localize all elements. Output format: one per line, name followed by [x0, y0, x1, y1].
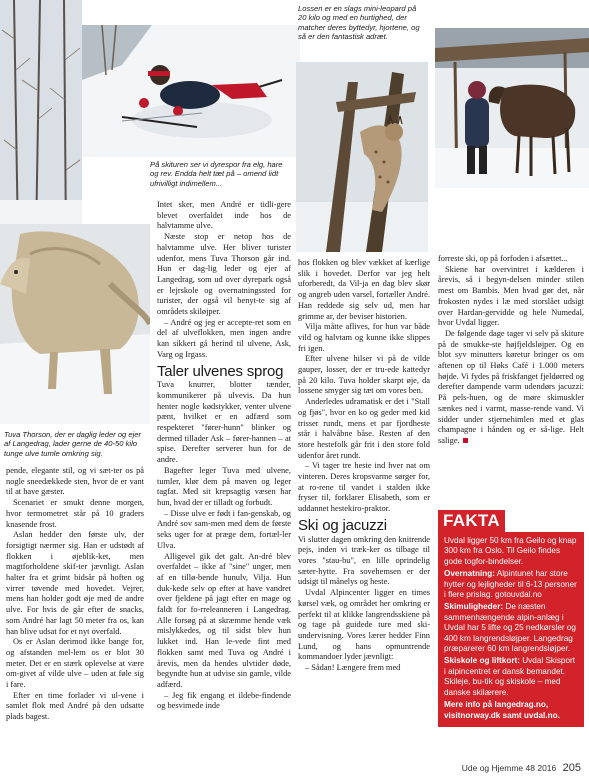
col2-paragraph: Alligevel gik det galt. An-dré blev overfaldet – ikke af "sine" unger, men af en tillø-bende hunulv, Vilja. Hun duk-kede selv op efter at have vandret over fjeldene på jagt efter en mage og faldt for fo-rreleanneren i Langedrag. Alle forsøg på at skræmme hende væk mislykkedes, og til sidst blev hun lukket ind. Han le-vede fint med flokken samt med Tuva og André i årevis, men da hendes ulvtider døde, begyndte hun at udvise sin gamle, vilde adfærd.	[157, 551, 291, 689]
column-3	[298, 258, 430, 674]
skier-caption: På skituren ser vi dyrespor fra elg, hare og rev. Endda helt tæt på – omend lidt ufrivilligt indimellem...	[150, 160, 283, 188]
col3-paragraph: hos flokken og blev vækket af kærlige slik i hovedet. Derfor var jeg helt uforberedt, da Vil-ja en dag blev skør og angreb uden varsel, fortæller André. Han reddede sig selv ud, men har grimme ar, der beviser historien.	[298, 258, 430, 321]
skier-photo	[82, 25, 300, 157]
fakta-item-label: Skimuligheder:	[444, 602, 504, 612]
col1-paragraph: Efter en time forlader vi ul-vene i samlet flok med André på den udsatte plads bagest.	[6, 690, 144, 722]
col2-paragraph: – Disse ulve er født i fan-genskab, og André sov sam-men med dem de første seks uger for at præge dem, fortæl-ler Ulva.	[157, 508, 291, 550]
column-2	[157, 200, 291, 712]
column-4	[438, 254, 584, 447]
col2-paragraph: Tuva knurrer, blotter tænder, kommunikerer på ulvevis. Da hun henter nogle kødstykker, venter ulvene pænt, hvilket er en adfærd som respekteret "fører-hunn" blinker og dermed tillader Ask – fører-hannen – at spise. Derefter serverer hun for de andre.	[157, 380, 291, 465]
fakta-more-text: Mere info på langedrag.no, visitnorway.dk samt uvdal.no.	[444, 700, 560, 720]
fakta-more-info	[444, 700, 578, 721]
col4-paragraph: forreste ski, op på forfoden i afsættet...	[438, 254, 568, 263]
col2-paragraph: Bagefter leger Tuva med ulvene, tumler, klør dem på maven og leger tagfat. Med sit krepsagtig væsen har hun, hvad der er tilladt og forbudt.	[157, 465, 291, 507]
col3-paragraph: Vi slutter dagen omkring den knitrende pejs, inden vi træk-ker os tilbage til vores "stau-bu", en lille oprindelig sæter-hytte. Fra sovehemsen er der udsigt til månelys og heste.	[298, 534, 430, 587]
fakta-section	[438, 510, 584, 727]
col2-paragraph: Næste stop er netop hos de halvtamme ulve. Her bliver turister udenfor, mens Tuva Thorson går ind. Hun er dag-lig leder og ejer af Langedrag, som ud over dyrepark også er lejrskole og overnatningssted for turister, der også vil benyt-te sig af områdets skiløjper.	[157, 232, 291, 317]
fakta-item-label: Skiskole og liftkort:	[444, 656, 520, 666]
forest-photo	[0, 0, 82, 240]
col1-paragraph: pende, elegante stil, og vi sæt-ter os på nogle sneedækkede sten, hvor de er vant til at have gæster.	[6, 466, 144, 497]
column-1	[6, 466, 144, 723]
subheading-ski-og-jacuzzi: Ski og jacuzzi	[298, 516, 387, 534]
magazine-issue: Ude og Hjemme 48 2016	[461, 763, 557, 773]
fakta-item	[444, 602, 578, 654]
subheading-ulvenes-sprog: Taler ulvenes sprog	[157, 362, 284, 380]
moose-photo	[435, 28, 589, 188]
col3-paragraph: Uvdal Alpincenter ligger en times kørsel væk, og området her omkring er perfekt til at klikke langrendsskiene på og tage på guidede ture med ski-undervisning. Vores lærer hedder Finn Lund, og hans opmuntrende kommandoer lyder jævnligt:	[298, 588, 430, 662]
col1-paragraph: Aslan hedder den første ulv, der forsigtigt nærmer sig. Han er udstødt af flokken i øjeblik-ket, men magtforholdene skif-ter jævnligt. Aslan halter fra et grimt bidsår på hoften og virrer tøvende med hovedet. Vejrer, mens han holder godt øje med de andre ulve. For hvis de går efter de snacks, som André har lagt 50 meter fra os, kan han blive udsat for et nyt overfald.	[6, 530, 144, 636]
fakta-item-text: De næsten sammenhængende alpin-anlæg i Uvdal har 5 lifte og 25 nedkørsler og 400 km langrendsløjper. Langedrag præparerer 60 km langrendsløjper.	[444, 602, 576, 654]
lynx-photo	[296, 62, 428, 252]
col3-paragraph: Vilja måtte aflives, for hun var både vild og halvtam og kunne ikke slippes fri igen.	[298, 322, 430, 353]
col1-paragraph: Scenariet er smukt denne morgen, hvor termometret står på 10 graders knasende frost.	[6, 498, 144, 529]
fakta-item-label: Overnatning:	[444, 569, 495, 579]
wolf-photo	[0, 224, 150, 424]
col3-paragraph: – Vi tager tre heste ind hver nat om vinteren. Deres kropsvarme sørger for, at ro-rene til vandet i stalden ikke fryser til, forklarer Elisabeth, som er uddannet hestekiro-praktor.	[298, 461, 430, 514]
col2-paragraph: – André og jeg er accepte-ret som en del af ulveflokken, men ingen andre kan sikkert gå herind til ulvene, Ask, Varg og Irgass.	[157, 317, 291, 359]
fakta-item-text: Uvdal Skisport i alpincentret er dansk bemandet. Skileje, bu-tik og skiskole – med danske skilærere.	[444, 656, 576, 697]
wolf-caption: Tuva Thorson, der er daglig leder og ejer af Langedrag, lader gerne de 40-50 kilo tunge ulve tumle omkring sig.	[4, 430, 142, 458]
col4-paragraph: Skiene har overvintret i kælderen i årevis, så i begyn-delsen minder stilen mest om Bambis. Men hvad gør det, når frokosten nydes i læ med storslået udsigt over Hardan-gervidde og hele Numedal, hvor Uvdal ligger.	[438, 264, 584, 328]
page-footer	[462, 762, 581, 774]
fakta-box	[438, 532, 584, 727]
lynx-caption: Lossen er en slags mini-leopard på 20 kilo og med en hurtighed, der matcher deres byttedyr, hjortene, og så er den fantastisk adræt.	[298, 4, 420, 42]
col1-paragraph: Os er Aslan derimod ikke bange for, og afstanden mel-lem os er blot 30 meter. Det er en stærk oplevelse at være om-givet af vilde ulve – uden at føle sig i fare.	[6, 637, 144, 690]
col2-paragraph: – Jeg fik engang et ildebe-findende og besvimede inde	[157, 690, 291, 711]
end-mark-icon	[463, 438, 468, 443]
col3-paragraph: Anderledes udramatisk er det i "Stall og fjøs", hvor en ko og geder med kid trisser rundt, mens et par fjordheste står i halvåbne båse. Resten af den store hestefolk går frit i den store fold udenfor året rundt.	[298, 397, 430, 460]
fakta-item	[444, 569, 578, 600]
col3-paragraph: – Sådan! Længere frem med	[305, 663, 401, 673]
page-number: 205	[562, 762, 581, 774]
fakta-item	[444, 656, 578, 698]
col4-paragraph: De følgende dage tager vi selv på skiture på de smukke-ste højfjeldsløjper. Og en blot syv minutters køretur bringer os om aftenen op til Høks Café i 1.000 meters højde. Vi fydes på friskfanget fjeldørred og derefter dampende varm udendørs jacuzzi: På pels-huen, og de møre skimuskler sænkes ned i varmt, masse-rende vand. Vi sidder under stjernehimlen med et glas champagne i hånden og er så-lige. Helt salige.	[438, 328, 584, 445]
fakta-intro: Uvdal ligger 50 km fra Geilo og knap 300 km fra Oslo. Til Geilo findes gode togfor-bindelser.	[444, 536, 577, 566]
col2-paragraph: Intet sker, men André er tidli-gere blevet overfaldet inde hos de halvtamme ulve.	[157, 200, 291, 231]
fakta-title: FAKTA	[438, 510, 505, 532]
col3-paragraph: Efter ulvene hilser vi på de vilde gauper, losser, der er tru-ede kattedyr på 20 kilo. Tuva holder skarpt øje, da lossene smyger sig tæt om vores ben.	[298, 354, 430, 396]
fakta-item-text: Alpintunet har store hytter og lejligheder til 6-13 personer i flere prislag. gotouvdal.no	[444, 569, 577, 600]
